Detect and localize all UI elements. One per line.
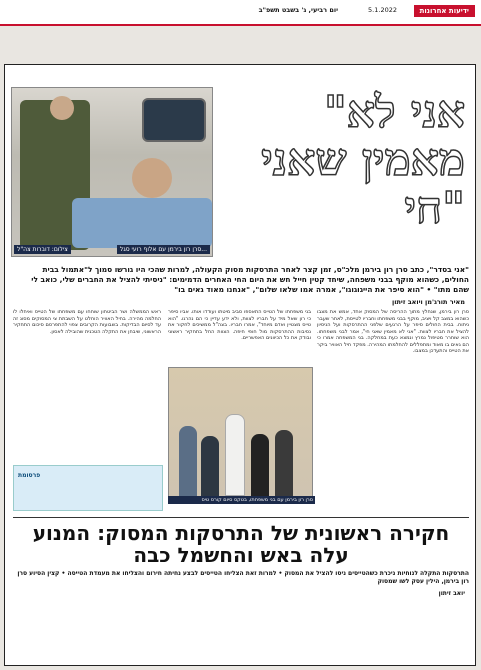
pilot-in-uniform (225, 414, 245, 496)
hospital-bed (72, 198, 212, 248)
patient-head (132, 158, 172, 198)
page-info: יום רביעי, ג' בשבט תשפ"ב (258, 6, 338, 14)
second-headline: חקירה ראשונית של התרסקות המסוק: המנוע עלה באש והחשמל כבה (32, 521, 450, 567)
family-photo (168, 367, 313, 497)
ad-label: פרסומת (18, 472, 41, 479)
advertisement[interactable] (13, 465, 163, 511)
article-column-left: ראש הממשלה ושר הביטחון שוחחו עם משפחתו של הטייס ואיחלו לו החלמה מהירה. בחיל האוויר הוחלט על השבתת צי המסוקים מסוג זה עד לסיום הבדיקות. בשבועות הקרובים צפוי להתפרסם סיכום התחקיר הראשוני, שיבחן את התקלה הטכנית שהובילה לאסון. (13, 309, 161, 335)
article-deck: "אני בסדר", כתב סרן רון בירמן מלכ"ס, זמן קצר לאחר התרסקות מסוק הקעולה, למרות שהכי היו גורשו סמוך ל"אתמול בבית החולים, כשהוא מוקף בבני משפחה, שיחד קטין חייל חש את היום החי האחרים הדמימים: "ניסיתי להציל את החברים שלי, כואב לי שהם מתו" • "הוא סיפר את הייגוגוגו", אמרה אמו שלאו שלום", "אנחנו מאוד גאים בו" (31, 265, 469, 294)
soldier-head (50, 96, 74, 120)
newspaper-brand: ידיעות אחרונות (414, 5, 475, 17)
second-byline: יואב זיתון (438, 590, 465, 597)
family-photo-caption: סרן רון בירמן עם בני משפחתו, בטקס סיום קורס טיס (168, 496, 315, 504)
byline: מאיר תורג'מן ויואב זיתון (392, 298, 465, 306)
issue-date: 5.1.2022 (368, 6, 397, 14)
article-column-right: סרן רון בירמן, שנחלץ מתוך ההריסה של המסוק אחד, אמש את מצבו כשהוא במצב קל ויציב, מוקף בבני משפחתו וחבריו לטייסת, לאחר שעבר ניתוח. בבית החולים סיפר על הרגעים שלפני ההתרסקות ועל הניסיון להציל את חבריו לצוות. "אני לא מאמין שאני חי", אמר לבני משפחתו. הוא שוחרר מטיפול נמרץ ונמצא כעת במחלקה. בני המשפחה אמרו כי הם גאים בו מאוד ומתפללים להחלמתו המהירה. מפקד חיל האוויר ביקר את הטייס והתעדכן במצבו. (317, 309, 469, 354)
second-deck: התרסקות התקלה לנוחיות ניכרת כשהטייסים ניסו להציל את המסוק • למרות זאת הצליחו הטייסים לבצע נחיתה חירום והצליחו את מעמדת הטייסה • קצין הסיוע סרן רון בירמן, הילין עסק לשו שמסוק (17, 570, 469, 585)
medical-monitor (142, 98, 206, 142)
article-frame (4, 64, 476, 666)
quote-headline: "אני לא מאמין שאני חי" (261, 87, 465, 234)
family-member (201, 436, 219, 496)
section-divider (13, 517, 469, 518)
photo-credit: צילום: דוברות צה"ל (14, 245, 71, 254)
family-member (275, 430, 293, 496)
newspaper-header (0, 0, 481, 26)
family-member (251, 434, 269, 496)
hospital-photo (11, 87, 213, 257)
photo-caption: סרן רון בירמן עם אלוף רועי סגל... (117, 245, 210, 254)
article-column-middle: בני משפחתו של הטייס התאספו סביב מיטתו ועודדו אותו. אביו סיפר כי רון שאל מיד על חבריו לצוות, ולא ידע עדיין כי הם נהרגו. "הוא טייס מצטיין ואדם מיוחד", אמרו חבריו. בצה"ל ממשיכים לחקור את נסיבות ההתרסקות מול חופי חיפה. הצוות החל בתחקיר ראשוני ובודק את כל הכיוונים האפשריים. (168, 309, 311, 341)
family-member (179, 426, 197, 496)
